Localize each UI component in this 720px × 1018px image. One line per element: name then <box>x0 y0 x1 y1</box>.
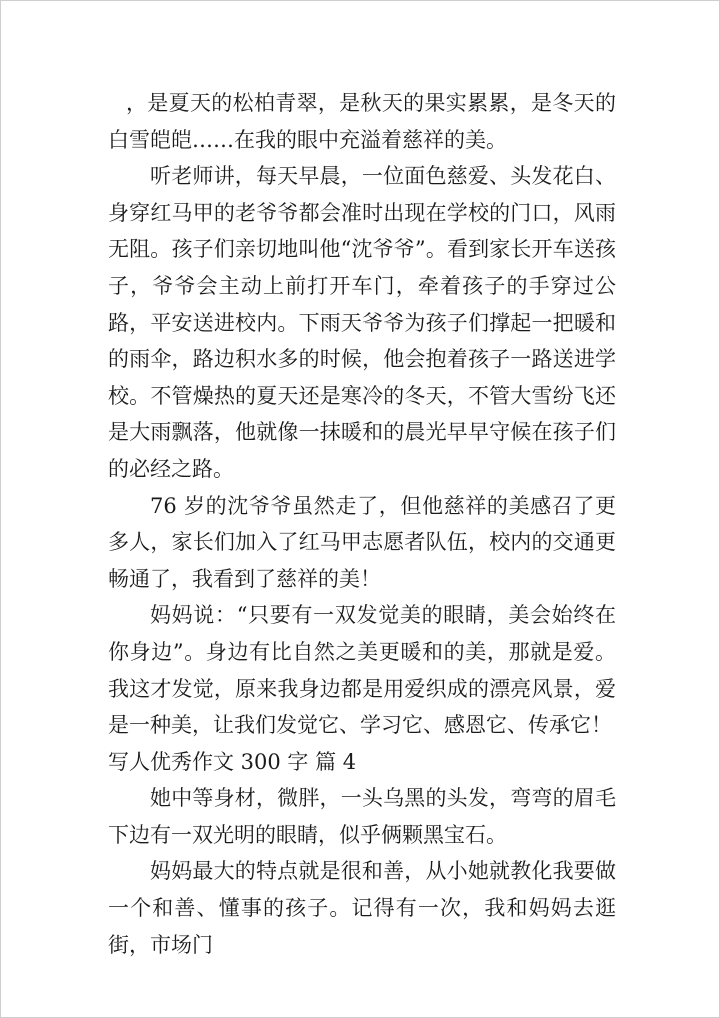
paragraph: 妈妈说：“只要有一双发觉美的眼睛，美会始终在你身边”。身边有比自然之美更暖和的美，那就是爱。我这才发觉，原来我身边都是用爱织成的漂亮风景，爱是一种美，让我们发觉它、学习它、感恩它、传承它！ <box>108 603 616 738</box>
paragraph: 76 岁的沈爷爷虽然走了，但他慈祥的美感召了更多人，家长们加入了红马甲志愿者队伍，校内的交通更畅通了，我看到了慈祥的美！ <box>108 493 616 591</box>
paragraph: 她中等身材，微胖，一头乌黑的头发，弯弯的眉毛下边有一双光明的眼睛，似乎俩颗黑宝石。 <box>108 786 616 847</box>
section-heading: 写人优秀作文 300 字 篇 4 <box>108 749 357 774</box>
document-body <box>108 85 616 963</box>
paragraph: 听老师讲，每天早晨，一位面色慈爱、头发花白、身穿红马甲的老爷爷都会准时出现在学校的门口，风雨无阻。孩子们亲切地叫他“沈爷爷”。看到家长开车送孩子，爷爷会主动上前打开车门，牵着孩子的手穿过公路，平安送进校内。下雨天爷爷为孩子们撑起一把暖和的雨伞，路边积水多的时候，他会抱着孩子一路送进学校。不管燥热的夏天还是寒冷的冬天，不管大雪纷飞还是大雨飘落，他就像一抹暖和的晨光早早守候在孩子们的必经之路。 <box>108 164 616 481</box>
paragraph: ，是夏天的松柏青翠，是秋天的果实累累，是冬天的白雪皑皑……在我的眼中充溢着慈祥的美。 <box>108 91 616 152</box>
paragraph: 妈妈最大的特点就是很和善，从小她就教化我要做一个和善、懂事的孩子。记得有一次，我和妈妈去逛街，市场门 <box>108 859 616 957</box>
